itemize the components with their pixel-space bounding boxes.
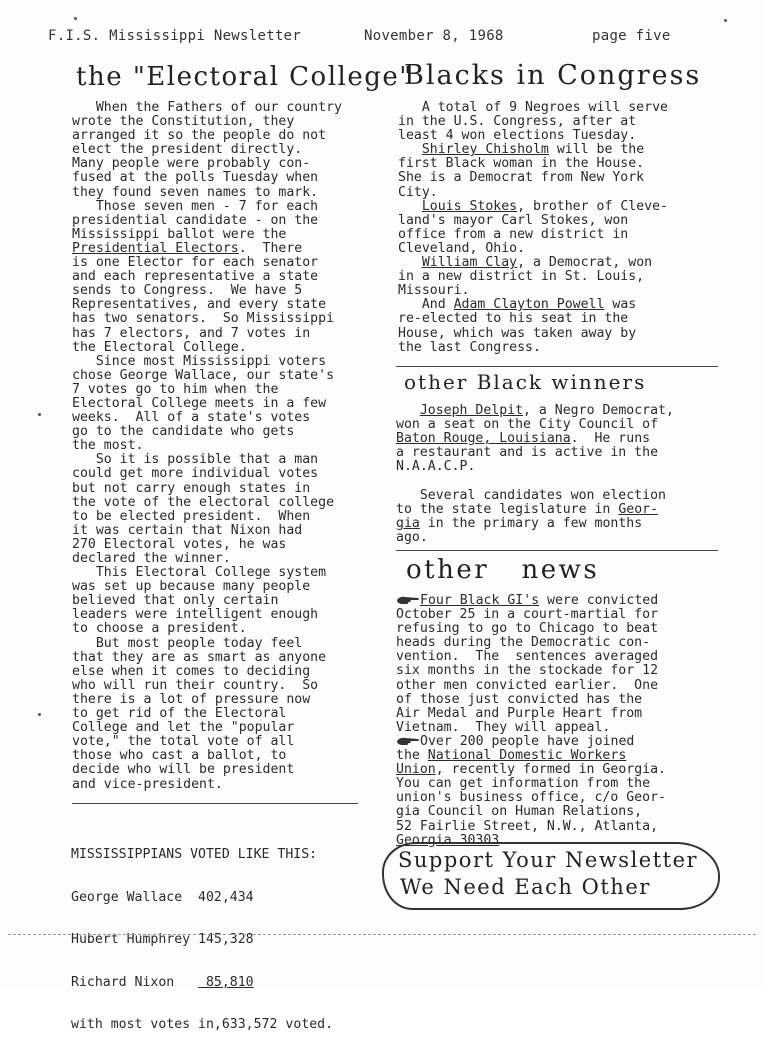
text-line: Electoral College meets in a few: [72, 395, 327, 411]
text-line: Missouri.: [398, 283, 470, 299]
text-line: vention. The sentences averaged: [396, 649, 659, 665]
text-line: Those seven men - 7 for each: [72, 198, 319, 214]
other-news-article: [396, 594, 666, 848]
text-line: Many people were probably con-: [72, 156, 311, 172]
text-line: in the U.S. Congress, after at: [398, 114, 637, 130]
text-line: 270 Electoral votes, he was: [72, 536, 287, 552]
text-line: least 4 won elections Tuesday.: [398, 128, 637, 144]
text-line: Mississippi ballot were the: [72, 226, 287, 242]
text-line: [396, 474, 674, 488]
other-black-winners-article: [396, 404, 674, 545]
text-line: and vice-president.: [72, 776, 223, 792]
text-line: Over 200 people have joined: [396, 735, 666, 749]
text-line: So it is possible that a man: [72, 452, 319, 468]
text-line: refusing to go to Chicago to beat: [396, 621, 659, 637]
text-line: else when it comes to deciding: [72, 663, 311, 679]
text-line: in a new district in St. Louis,: [398, 269, 645, 285]
text-line: they found seven names to mark.: [72, 184, 319, 200]
text-line: those who cast a ballot, to: [72, 748, 287, 764]
page-bottom-edge: [8, 934, 756, 935]
vote-table-title: MISSISSIPPIANS VOTED LIKE THIS:: [71, 847, 318, 863]
page-number: page five: [592, 28, 671, 44]
text-line: fused at the polls Tuesday when: [72, 170, 319, 186]
text-line: 52 Fairlie Street, N.W., Atlanta,: [396, 818, 659, 834]
text-line: is one Elector for each senator: [72, 255, 319, 271]
text-line: gia Council on Human Relations,: [396, 804, 643, 820]
text-line: And Adam Clayton Powell was: [398, 297, 637, 313]
text-line: the vote of the electoral college: [72, 494, 335, 510]
text-line: N.A.A.C.P.: [396, 459, 476, 475]
text-line: won a seat on the City Council of: [396, 417, 659, 433]
text-line: sends to Congress. We have 5: [72, 283, 303, 299]
issue-date: November 8, 1968: [364, 28, 504, 44]
text-line: believed that only certain: [72, 593, 279, 609]
text-line: Shirley Chisholm will be the: [421, 142, 645, 158]
text-line: first Black woman in the House.: [398, 156, 645, 172]
text-line: A total of 9 Negroes will serve: [398, 100, 668, 115]
text-line: But most people today feel: [72, 635, 303, 651]
support-line-1: Support Your Newsletter: [398, 848, 699, 872]
section-divider: [396, 366, 718, 367]
text-line: gia in the primary a few months: [396, 515, 643, 531]
text-line: the last Congress.: [398, 339, 541, 355]
text-line: the National Domestic Workers: [396, 748, 627, 764]
text-line: has two senators. So Mississippi: [72, 311, 335, 327]
text-line: was set up because many people: [72, 579, 311, 595]
pointing-hand-icon: [396, 736, 420, 746]
text-line: This Electoral College system: [72, 565, 327, 581]
vote-row: George Wallace 402,434: [71, 889, 254, 905]
text-line: You can get information from the: [396, 776, 651, 792]
text-line: decide who will be president: [72, 762, 295, 778]
text-line: heads during the Democratic con-: [396, 635, 651, 651]
text-line: declared the winner.: [72, 551, 231, 566]
text-line: weeks. All of a state's votes: [72, 410, 311, 426]
text-line: leaders were intelligent enough: [72, 607, 319, 623]
text-line: that they are as smart as anyone: [72, 649, 327, 665]
electoral-college-article: [72, 101, 342, 792]
text-line: October 25 in a court-martial for: [396, 607, 659, 623]
text-line: a restaurant and is active in the: [396, 445, 659, 461]
newsletter-name: F.I.S. Mississippi Newsletter: [48, 28, 302, 44]
vote-table-divider: [72, 803, 358, 804]
text-line: chose George Wallace, our state's: [72, 367, 335, 383]
text-line: Air Medal and Purple Heart from: [396, 705, 643, 721]
text-line: College and let the "popular: [72, 720, 295, 736]
text-line: to get rid of the Electoral: [72, 706, 287, 722]
text-line: presidential candidate - on the: [72, 212, 319, 228]
text-line: re-elected to his seat in the: [398, 311, 629, 327]
text-line: Union, recently formed in Georgia.: [396, 762, 666, 778]
text-line: Several candidates won election: [396, 487, 666, 503]
scan-speck: [724, 19, 727, 22]
text-line: Representatives, and every state: [72, 297, 327, 313]
text-line: could get more individual votes: [72, 466, 319, 482]
blacks-in-congress-article: [398, 101, 668, 355]
scan-speck: [38, 713, 41, 716]
text-line: vote," the total vote of all: [72, 734, 295, 750]
text-line: has 7 electors, and 7 votes in: [72, 325, 311, 341]
text-line: union's business office, c/o Geor-: [396, 790, 666, 806]
text-line: City.: [398, 184, 438, 200]
text-line: to be elected president. When: [72, 508, 311, 524]
text-line: 7 votes go to him when the: [72, 381, 279, 397]
text-line: six months in the stockade for 12: [396, 663, 659, 679]
other-black-winners-heading: other Black winners: [404, 370, 647, 394]
support-line-2: We Need Each Other: [400, 875, 651, 899]
text-line: it was certain that Nixon had: [72, 522, 303, 538]
text-line: and each representative a state: [72, 269, 319, 285]
blacks-in-congress-heading: Blacks in Congress: [404, 60, 702, 91]
text-line: Baton Rouge, Louisiana. He runs: [396, 431, 651, 447]
text-line: of those just convicted has the: [396, 691, 643, 707]
scan-speck: [74, 17, 77, 20]
electoral-college-heading: the "Electoral College": [76, 62, 413, 92]
text-line: Vietnam. They will appeal.: [396, 719, 611, 735]
vote-results-table: [71, 820, 333, 1061]
vote-row: Hubert Humphrey 145,328: [71, 932, 254, 948]
text-line: go to the candidate who gets: [72, 424, 295, 440]
text-line: to choose a president.: [72, 621, 247, 637]
other-news-heading: other news: [406, 555, 600, 585]
text-line: Joseph Delpit, a Negro Democrat,: [419, 403, 674, 418]
text-line: land's mayor Carl Stokes, won: [398, 212, 629, 228]
pointing-hand-icon: [396, 595, 420, 605]
text-line: Since most Mississippi voters: [72, 353, 327, 369]
text-line: She is a Democrat from New York: [398, 170, 645, 186]
text-line: office from a new district in: [398, 226, 629, 242]
text-line: Louis Stokes, brother of Cleve-: [421, 198, 668, 214]
text-line: elect the president directly.: [72, 142, 303, 158]
text-line: Georgia 30303.: [396, 832, 508, 848]
text-line: but not carry enough states in: [72, 480, 311, 496]
text-line: Presidential Electors. There: [72, 240, 303, 256]
text-line: who will run their country. So: [72, 677, 319, 693]
text-line: Cleveland, Ohio.: [398, 240, 526, 256]
text-line: there is a lot of pressure now: [72, 691, 311, 707]
text-line: the Electoral College.: [72, 339, 247, 355]
vote-total: with most votes in,633,572 voted.: [71, 1017, 334, 1033]
text-line: arranged it so the people do not: [72, 128, 327, 144]
text-line: House, which was taken away by: [398, 325, 637, 341]
text-line: ago.: [396, 529, 428, 545]
text-line: other men convicted earlier. One: [396, 677, 659, 693]
text-line: William Clay, a Democrat, won: [421, 255, 653, 271]
text-line: When the Fathers of our country: [72, 100, 342, 115]
vote-row: Richard Nixon 85,810: [71, 974, 254, 990]
text-line: Four Black GI's were convicted: [396, 594, 666, 608]
text-line: to the state legislature in Geor-: [396, 501, 659, 517]
scan-speck: [38, 413, 41, 416]
text-line: wrote the Constitution, they: [72, 114, 295, 130]
text-line: the most.: [72, 438, 144, 454]
section-divider: [396, 550, 718, 551]
